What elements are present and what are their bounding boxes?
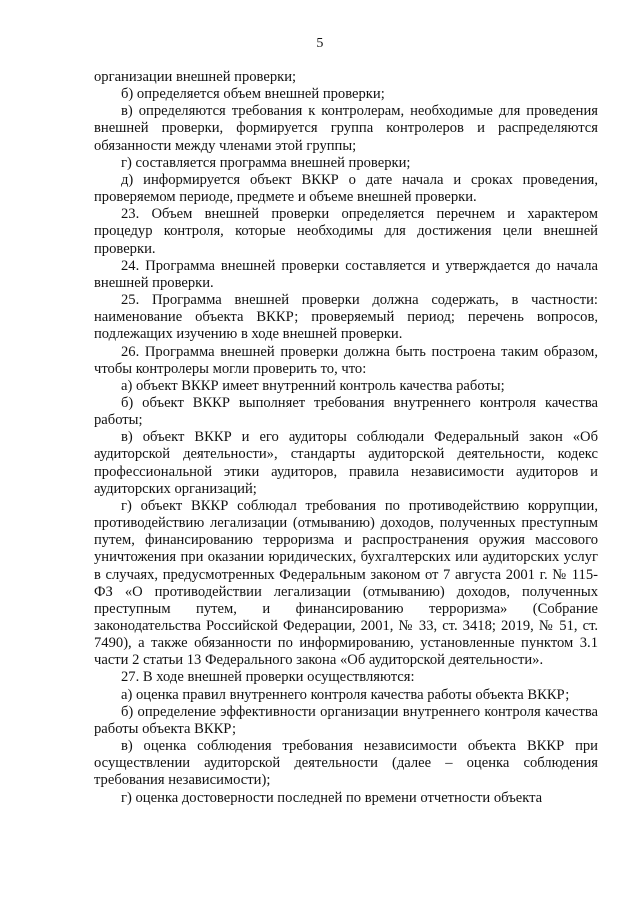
paragraph-26-g: г) объект ВККР соблюдал требования по противодействию коррупции, противодействию легализации (отмыванию) доходов, полученных преступным путем, финансированию терроризма и распространения оружия массового уничтожения при оказании юридических, бухгалтерских или аудиторских услуг в случаях, предусмотренных Федеральным законом от 7 августа 2001 г. № 115-ФЗ «О противодействии легализации (отмыванию) доходов, полученных преступным путем, и финансированию терроризма» (Собрание законодательства Российской Федерации, 2001, № 33, ст. 3418; 2019, № 51, ст. 7490), а также обязанности по информированию, установленные пунктом 3.1 части 2 статьи 13 Федерального закона «Об аудиторской деятельности». xyxy=(94,497,598,669)
paragraph-27-g: г) оценка достоверности последней по времени отчетности объекта xyxy=(121,789,543,806)
paragraph-26-b: б) объект ВККР выполняет требования внутреннего контроля качества работы; xyxy=(94,394,598,429)
paragraph-23: 23. Объем внешней проверки определяется перечнем и характером процедур контроля, которые необходимы для достижения цели внешней проверки. xyxy=(94,206,598,257)
paragraph-item-b: б) определяется объем внешней проверки; xyxy=(121,86,385,103)
paragraph-item-d: д) информируется объект ВККР о дате начала и сроках проведения, проверяемом периоде, предмете и объеме внешней проверки. xyxy=(94,171,598,206)
page-number: 5 xyxy=(316,36,324,51)
paragraph-26-v: в) объект ВККР и его аудиторы соблюдали Федеральный закон «Об аудиторской деятельности», стандарты аудиторской деятельности, кодекс профессиональной этики аудиторов, правила независимости аудиторов и аудиторских организаций; xyxy=(94,429,598,497)
paragraph-24: 24. Программа внешней проверки составляется и утверждается до начала внешней проверки. xyxy=(94,257,598,291)
paragraph-continuation: организации внешней проверки; xyxy=(94,69,297,85)
document-body xyxy=(94,69,598,807)
paragraph-27-b: б) определение эффективности организации внутреннего контроля качества работы объекта ВККР; xyxy=(94,703,598,737)
paragraph-26-a: а) объект ВККР имеет внутренний контроль качества работы; xyxy=(121,377,505,394)
paragraph-item-v: в) определяются требования к контролерам, необходимые для проведения внешней проверки, формируется группа контролеров и распределяются обязанности между членами этой группы; xyxy=(94,103,598,154)
paragraph-27-v: в) оценка соблюдения требования независимости объекта ВККР при осуществлении аудиторской деятельности (далее – оценка соблюдения требования независимости); xyxy=(94,738,598,789)
paragraph-item-g: г) составляется программа внешней проверки; xyxy=(121,154,411,171)
paragraph-25: 25. Программа внешней проверки должна содержать, в частности: наименование объекта ВККР; проверяемый период; перечень вопросов, подлежащих изучению в ходе внешней проверки. xyxy=(94,292,598,343)
paragraph-26: 26. Программа внешней проверки должна быть построена таким образом, чтобы контролеры могли проверить то, что: xyxy=(94,343,598,377)
paragraph-27: 27. В ходе внешней проверки осуществляются: xyxy=(121,669,415,686)
paragraph-27-a: а) оценка правил внутреннего контроля качества работы объекта ВККР; xyxy=(121,686,570,703)
